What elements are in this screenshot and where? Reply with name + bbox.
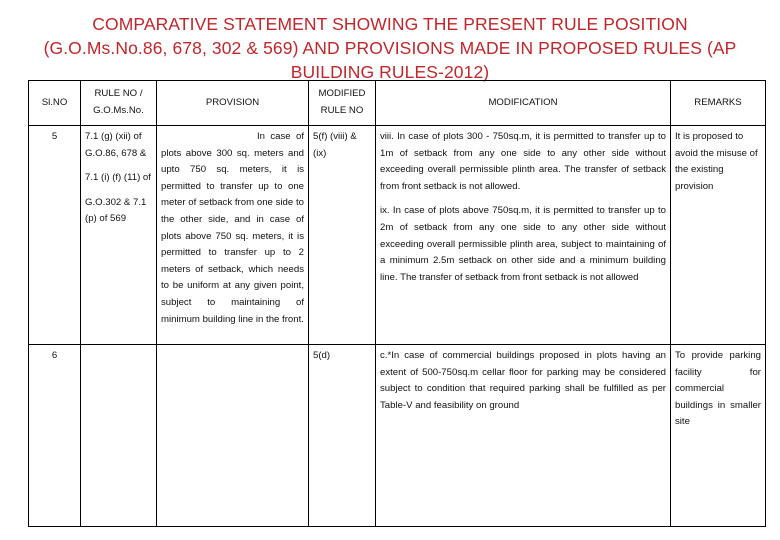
cell-rule-no	[81, 345, 157, 527]
comparative-table	[28, 80, 766, 527]
cell-modified-rule-no: 5(f) (viii) & (ix)	[309, 126, 376, 345]
cell-modification	[376, 126, 671, 345]
table-row	[29, 345, 766, 527]
header-slno: Sl.NO	[29, 81, 81, 126]
modification-part: ix. In case of plots above 750sq.m, it is permitted to transfer up to 2m of setback from any one side to any other side without exceeding overall permissible plinth area, subject to maintaining of a minimum 2.5m setback on other side and a minimum building line. The transfer of setback from front setback is not allowed	[380, 205, 666, 283]
page-title: COMPARATIVE STATEMENT SHOWING THE PRESENT RULE POSITION (G.O.Ms.No.86, 678, 302 & 569) AND PROVISIONS MADE IN PROPOSED RULES (AP BUILDING RULES-2012)	[43, 14, 737, 82]
cell-provision: In case of plots above 300 sq. meters and upto 750 sq. meters, it is permitted to transfer up to one meter of setback from one side to the other side, and in case of plots above 750 sq. meters, it is permitted to transfer up to 2 meters of setback, which needs to be uniform at any given point, subject to maintaining of minimum building line in the front.	[157, 126, 309, 345]
cell-remarks: To provide parking facility for commercial buildings in smaller site	[671, 345, 766, 527]
rule-part: 7.1 (g) (xii) of G.O.86, 678 &	[85, 131, 147, 159]
rule-part: 7.1 (i) (f) (11) of	[85, 172, 151, 184]
header-rule-no: RULE NO / G.O.Ms.No.	[81, 81, 157, 126]
cell-remarks: It is proposed to avoid the misuse of the existing provision	[671, 126, 766, 345]
modification-part: c.*In case of commercial buildings proposed in plots having an extent of 500-750sq.m cellar floor for parking may be considered subject to condition that required parking shall be fulfilled as per Table-V and feasibility on ground	[380, 350, 666, 411]
cell-provision	[157, 345, 309, 527]
header-modified-rule-no: MODIFIED RULE NO	[309, 81, 376, 126]
table-header-row	[29, 81, 766, 126]
cell-rule-no	[81, 126, 157, 345]
header-modification: MODIFICATION	[376, 81, 671, 126]
header-provision: PROVISION	[157, 81, 309, 126]
rule-part: G.O.302 & 7.1 (p) of 569	[85, 196, 147, 225]
cell-modified-rule-no: 5(d)	[309, 345, 376, 527]
header-remarks: REMARKS	[671, 81, 766, 126]
modification-part: viii. In case of plots 300 - 750sq.m, it is permitted to transfer up to 1m of setback from any one side to any other side without exceeding overall permissible plinth area. The transfer of setback from front setback is not allowed.	[380, 131, 666, 192]
cell-modification	[376, 345, 671, 527]
cell-slno: 6	[29, 345, 81, 527]
cell-slno: 5	[29, 126, 81, 345]
table-row	[29, 126, 766, 345]
